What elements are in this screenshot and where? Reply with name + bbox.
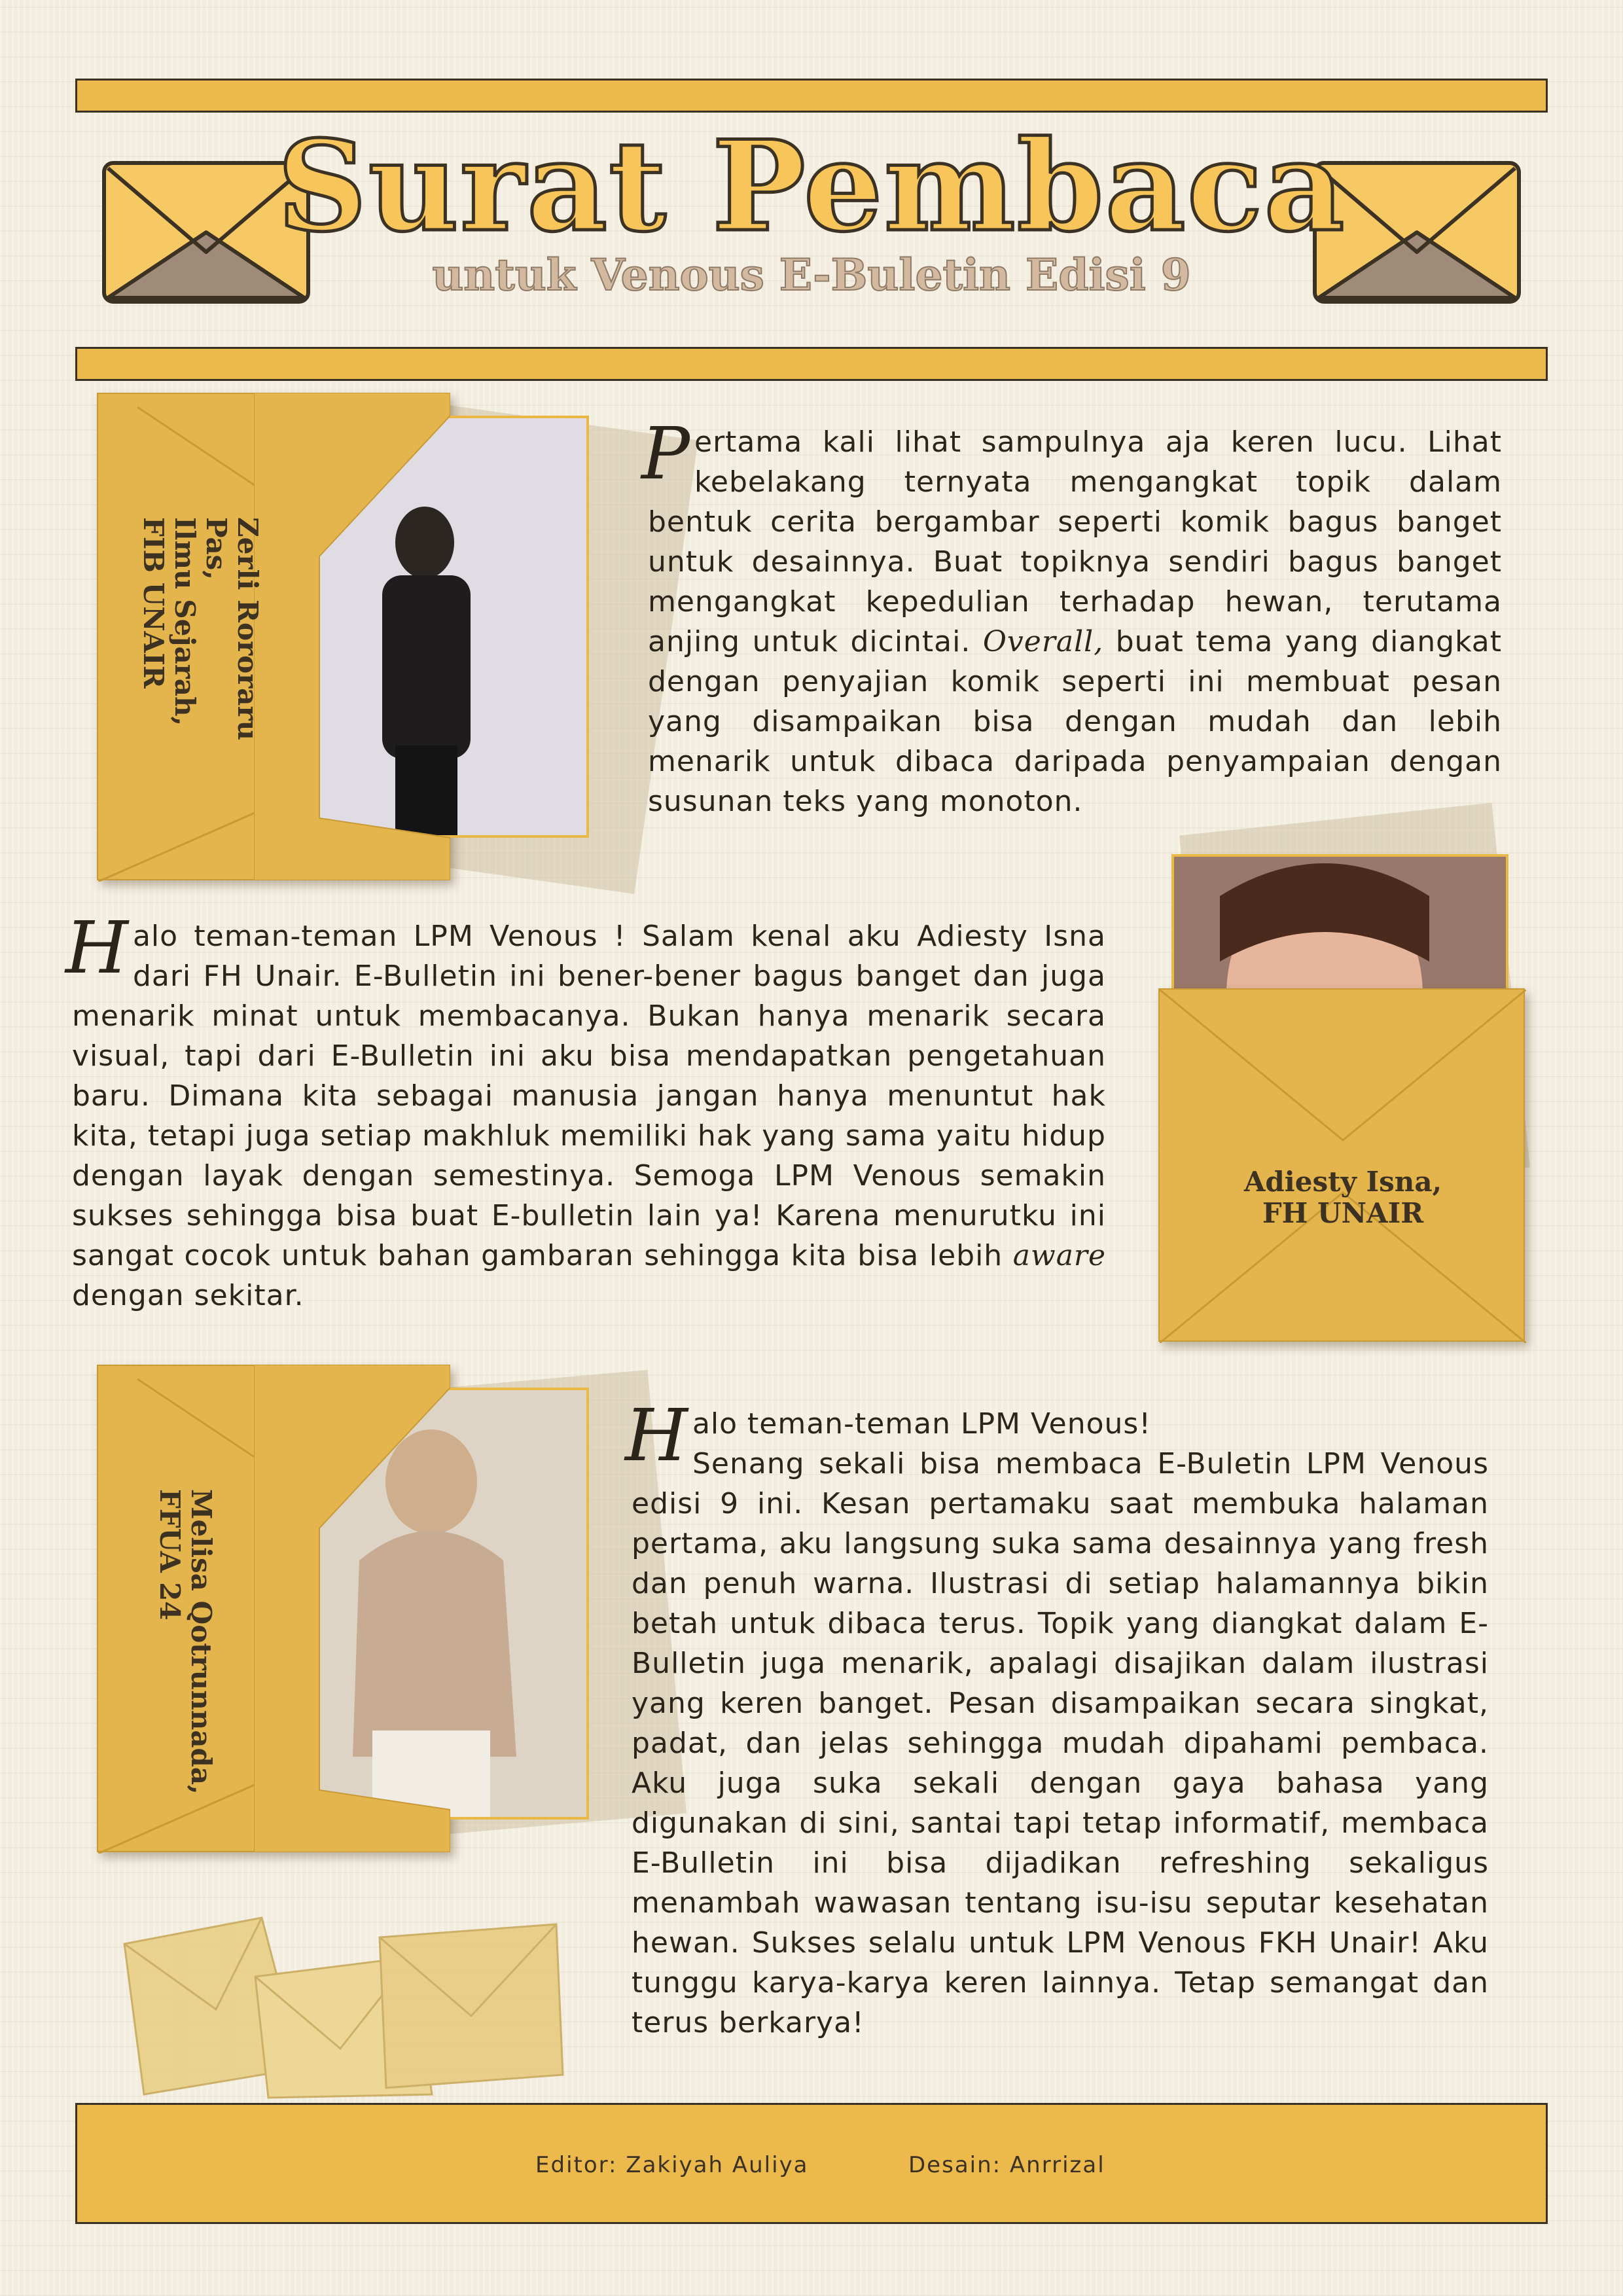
drop-cap: P — [641, 412, 691, 495]
top-banner-bar — [75, 79, 1548, 113]
drop-cap: H — [625, 1393, 688, 1477]
drop-cap: H — [65, 906, 129, 990]
footer-bar — [75, 2103, 1548, 2224]
header-divider-bar — [75, 347, 1548, 381]
editor-credit: Editor: Zakiyah Auliya — [535, 2152, 809, 2178]
author-label: Melisa Qotrunnada, FFUA 24 — [154, 1489, 217, 1795]
letter-1: Pertama kali lihat sampulnya aja keren lucu. Lihat kebelakang ternyata mengangkat topik dalam bentuk cerita bergambar seperti komik bagus banget untuk desainnya. Buat topiknya sendiri bagus banget mengangkat kepedulian terhadap hewan, terutama anjing untuk dicintai. Overall, buat tema yang diangkat dengan penyajian komik seperti ini membuat pesan yang disampaikan bisa dengan mudah dan lebih menarik untuk dibaca daripada penyampaian dengan susunan teks yang monoton. — [641, 412, 1502, 818]
author-label: Zerli Rororaru Pas, Ilmu Sejarah, FIB UNAIR — [137, 517, 264, 741]
envelope-pile-illustration — [105, 1898, 576, 2101]
letter-2: Halo teman-teman LPM Venous ! Salam kenal aku Adiesty Isna dari FH Unair. E-Bulletin ini bener-bener bagus banget dan juga menarik minat untuk membacanya. Bukan hanya menarik secara visual, tapi dari E-Bulletin ini aku bisa mendapatkan pengetahuan baru. Dimana kita sebagai manusia jangan hanya menuntut hak kita, tetapi juga setiap makhluk memiliki hak yang sama yaitu hidup dengan layak dengan semestinya. Semoga LPM Venous semakin sukses sehingga bisa buat E-bulletin lain ya! Karena menurutku ini sangat cocok untuk bahan gambaran sehingga kita bisa lebih aware dengan sekitar. — [65, 906, 1106, 1312]
letter-3: Halo teman-teman LPM Venous! Senang sekali bisa membaca E-Buletin LPM Venous edisi 9 ini. Kesan pertamaku saat membuka halaman pertama, aku langsung suka sama desainnya yang fresh dan penuh warna. Ilustrasi di setiap halamannya bikin betah untuk dibaca terus. Topik yang diangkat dalam E-Bulletin juga menarik, apalagi disajikan dalam ilustrasi yang keren banget. Pesan disampaikan secara singkat, padat, dan jelas sehingga mudah dipahami pembaca. Aku juga suka sekali dengan gaya bahasa yang digunakan di sini, santai tapi tetap informatif, membaca E-Bulletin ini bisa dijadikan refreshing sekaligus menambah wawasan tentang isu-isu seputar kesehatan hewan. Sukses selalu untuk LPM Venous FKH Unair! Aku tunggu karya-karya keren lainnya. Tetap semangat dan terus berkarya! — [625, 1393, 1489, 2039]
page-title: Surat Pembaca — [277, 113, 1346, 259]
design-credit: Desain: Anrrizal — [908, 2152, 1105, 2178]
envelope-flap — [254, 393, 450, 880]
author-label: Adiesty Isna, FH UNAIR — [1243, 1166, 1442, 1229]
page-subtitle: untuk Venous E-Buletin Edisi 9 — [432, 249, 1191, 300]
envelope-flap — [254, 1365, 450, 1852]
envelope-card — [1158, 988, 1525, 1342]
